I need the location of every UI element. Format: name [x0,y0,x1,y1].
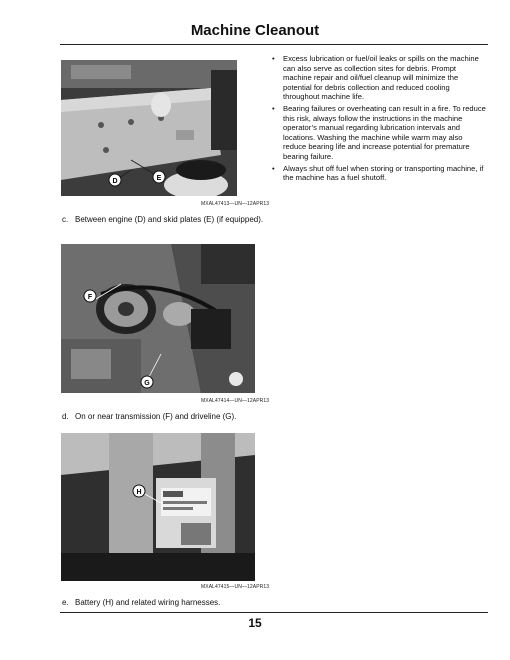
callout-f: F [87,294,93,301]
step-c [62,215,272,225]
figure-code: MXAL47415—UN—12APR13 [201,584,270,590]
step-text: Battery (H) and related wiring harnesses. [75,598,221,607]
callout-h: H [136,489,142,496]
figure-code: MXAL47414—UN—12APR13 [201,398,270,404]
bullet-item [271,104,486,162]
figure-photo-engine-skid-plates [61,60,237,196]
callout-d: D [112,178,118,185]
step-e [62,598,272,608]
page-number: 15 [248,616,262,630]
figure-photo-battery [61,433,255,581]
header-rule [60,44,488,45]
bullet-text: Always shut off fuel when storing or transporting machine, if the machine has a fuel shutoff. [283,163,484,183]
footer-rule [60,612,488,613]
page-title: Machine Cleanout [190,22,320,39]
bullet-item [271,54,486,102]
bullet-glyph: • [272,163,275,173]
bullet-glyph: • [272,54,275,63]
bullet-item [271,164,486,183]
callout-e: E [156,175,162,182]
bullet-text: Bearing failures or overheating can result in a fire. To reduce this risk, always follow the instructions in the machine operator’s manual regarding lubrication intervals and locations. Washing the machine while warm may also reduce bearing life and increase potential for premature bearing failure. [283,103,486,161]
figure-photo-transmission-driveline [61,244,255,393]
step-text: Between engine (D) and skid plates (E) (if equipped). [75,215,264,224]
bullet-text: Excess lubrication or fuel/oil leaks or spills on the machine can also serve as collection sites for debris. Prompt machine repair and oil/fuel cleanup will minimize the potential for debris collection and reduced cooling throughout machine life. [283,54,479,102]
figure-code: MXAL47413—UN—12APR13 [201,201,270,207]
step-d [62,412,272,422]
bullet-glyph: • [272,103,275,113]
bullet-list [271,54,486,185]
step-label: e. [62,598,69,607]
step-label: d. [62,412,69,421]
step-label: c. [62,215,69,224]
callout-g: G [144,380,150,387]
step-text: On or near transmission (F) and driveline (G). [75,412,237,421]
